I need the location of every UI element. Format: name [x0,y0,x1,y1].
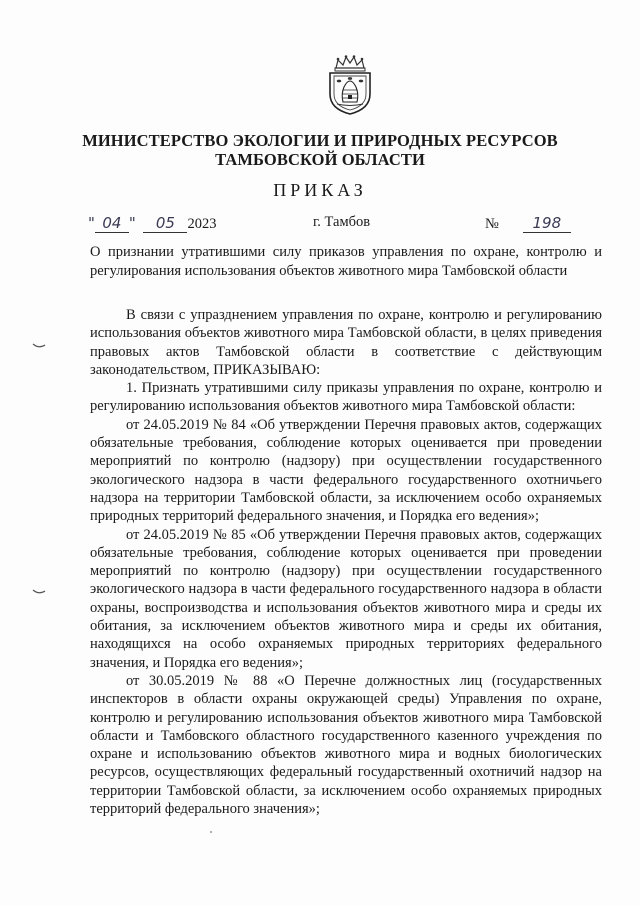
margin-punch-mark [32,589,46,595]
body-paragraph-order84: от 24.05.2019 № 84 «Об утверждении Перечня правовых актов, содержащих обязательные требования, соблюдение которых оценивается при проведении мероприятий по контролю (надзору) при осуществлении государственного экологического надзора в части федерального государственного охотничьего надзора на территории Тамбовской области, за исключением особо охраняемых природных территорий федерального значения, и Порядка его ведения»; [90,416,602,525]
order-title: ПРИКАЗ [273,180,367,200]
order-meta-row [0,214,640,234]
scan-speck [210,831,212,833]
date-month: 05 [143,214,187,233]
order-city: г. Тамбов [313,214,371,230]
body-paragraph-item1: 1. Признать утратившими силу приказы управления по охране, контролю и регулированию использования объектов животного мира Тамбовской области: [90,380,602,415]
number-sign: № [485,216,499,232]
date-close-quote: " [128,214,136,232]
order-subject: О признании утратившими силу приказов управления по охране, контролю и регулирования использования объектов животного мира Тамбовской области [90,244,602,279]
order-date [88,214,216,233]
order-body [90,294,602,818]
ministry-name-line1: МИНИСТЕРСТВО ЭКОЛОГИИ И ПРИРОДНЫХ РЕСУРСОВ [82,131,558,150]
body-paragraph-preamble: В связи с упразднением управления по охране, контролю и регулированию использования объектов животного мира Тамбовской области, в целях приведения правовых актов Тамбовской области в соответствие с действующим законодательством, ПРИКАЗЫВАЮ: [90,307,602,378]
date-year: 2023 [187,216,217,232]
body-paragraph-order85: от 24.05.2019 № 85 «Об утверждении Перечня правовых актов, содержащих обязательные требования, соблюдение которых оценивается при проведении мероприятий по контролю (надзору) при осуществлении государственного экологического надзора в части федерального государственного надзора в области охраны, воспроизводства и использования объектов животного мира и среды их обитания, за исключением объектов животного мира и среды их обитания, находящихся на особо охраняемых природных территориях федерального значения, и Порядка его ведения»; [90,526,602,671]
ministry-name-line2: ТАМБОВСКОЙ ОБЛАСТИ [215,150,425,169]
date-day: 04 [95,214,129,233]
margin-punch-mark [32,343,46,349]
ministry-name [60,131,580,169]
order-number [485,214,571,233]
date-open-quote: " [88,214,95,232]
tambov-coat-of-arms-icon [326,54,374,116]
body-paragraph-order88: от 30.05.2019 № 88 «О Перечне должностных лиц (государственных инспекторов в области охраны окружающей среды) Управления по охране, контролю и регулированию использования объектов животного мира Тамбовской области и Тамбовского областного государственного казенного учреждения по охране и использованию объектов животного мира и водных биологических ресурсов, осуществляющих федеральный государственный охотничий надзор на территории Тамбовской области, за исключением особо охраняемых природных территорий федерального значения»; [90,672,602,818]
number-value: 198 [523,214,571,233]
